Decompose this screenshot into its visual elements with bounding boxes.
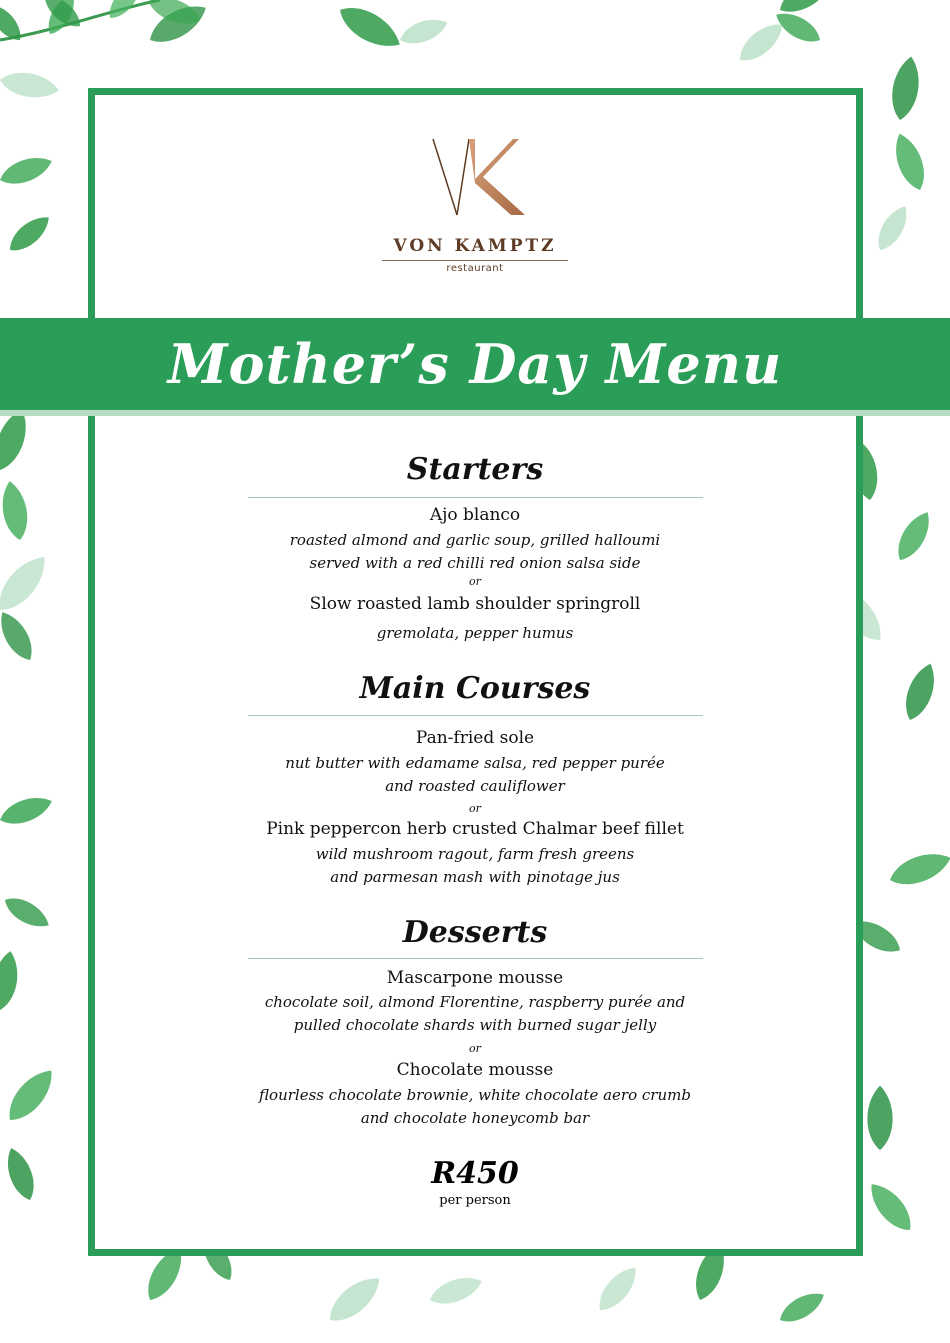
- dish-description: [200, 752, 750, 798]
- dish-description: [200, 622, 750, 645]
- section-rule: [248, 958, 703, 959]
- dish-description-line: and chocolate honeycomb bar: [360, 1109, 590, 1127]
- dish-description-line: and parmesan mash with pinotage jus: [330, 868, 620, 886]
- section-title-desserts: Desserts: [402, 915, 548, 950]
- dish-description-line: wild mushroom ragout, farm fresh greens: [315, 845, 635, 863]
- dish-description-line: roasted almond and garlic soup, grilled halloumi: [289, 531, 661, 549]
- dish-description-line: and roasted cauliflower: [385, 777, 565, 795]
- dish-description: [200, 529, 750, 575]
- dish-name: Slow roasted lamb shoulder springroll: [309, 594, 641, 614]
- title-banner: [0, 318, 950, 416]
- section-title-starters: Starters: [406, 452, 544, 487]
- section-rule: [248, 715, 703, 716]
- or-separator: or: [469, 575, 481, 588]
- dish-description-line: gremolata, pepper humus: [376, 624, 574, 642]
- brand-subtitle: restaurant: [446, 263, 504, 274]
- dish-description-line: pulled chocolate shards with burned sugar jelly: [293, 1016, 657, 1034]
- or-separator: or: [469, 802, 481, 815]
- section-title-main-courses: Main Courses: [359, 671, 591, 706]
- price-unit: per person: [439, 1193, 511, 1208]
- dish-description-line: chocolate soil, almond Florentine, raspberry purée and: [264, 993, 686, 1011]
- dish-description: [200, 991, 750, 1037]
- dish-description: [200, 1084, 750, 1130]
- brand-divider: [382, 260, 568, 261]
- dish-description-line: flourless chocolate brownie, white chocolate aero crumb: [259, 1086, 691, 1104]
- dish-description-line: nut butter with edamame salsa, red pepper purée: [285, 754, 665, 772]
- menu-title: Mother’s Day Menu: [167, 332, 783, 396]
- dish-description: [200, 843, 750, 889]
- vk-monogram-icon: [425, 135, 525, 220]
- dish-name: Pink peppercon herb crusted Chalmar beef fillet: [266, 819, 684, 839]
- dish-name: Chocolate mousse: [396, 1060, 554, 1080]
- price-amount: R450: [431, 1156, 519, 1191]
- section-rule: [248, 497, 703, 498]
- dish-name: Pan-fried sole: [415, 728, 535, 748]
- brand-logo: [0, 0, 950, 300]
- dish-name: Ajo blanco: [429, 505, 521, 525]
- brand-name: VON KAMPTZ: [393, 236, 557, 256]
- dish-description-line: served with a red chilli red onion salsa side: [309, 554, 641, 572]
- dish-name: Mascarpone mousse: [386, 968, 564, 988]
- or-separator: or: [469, 1042, 481, 1055]
